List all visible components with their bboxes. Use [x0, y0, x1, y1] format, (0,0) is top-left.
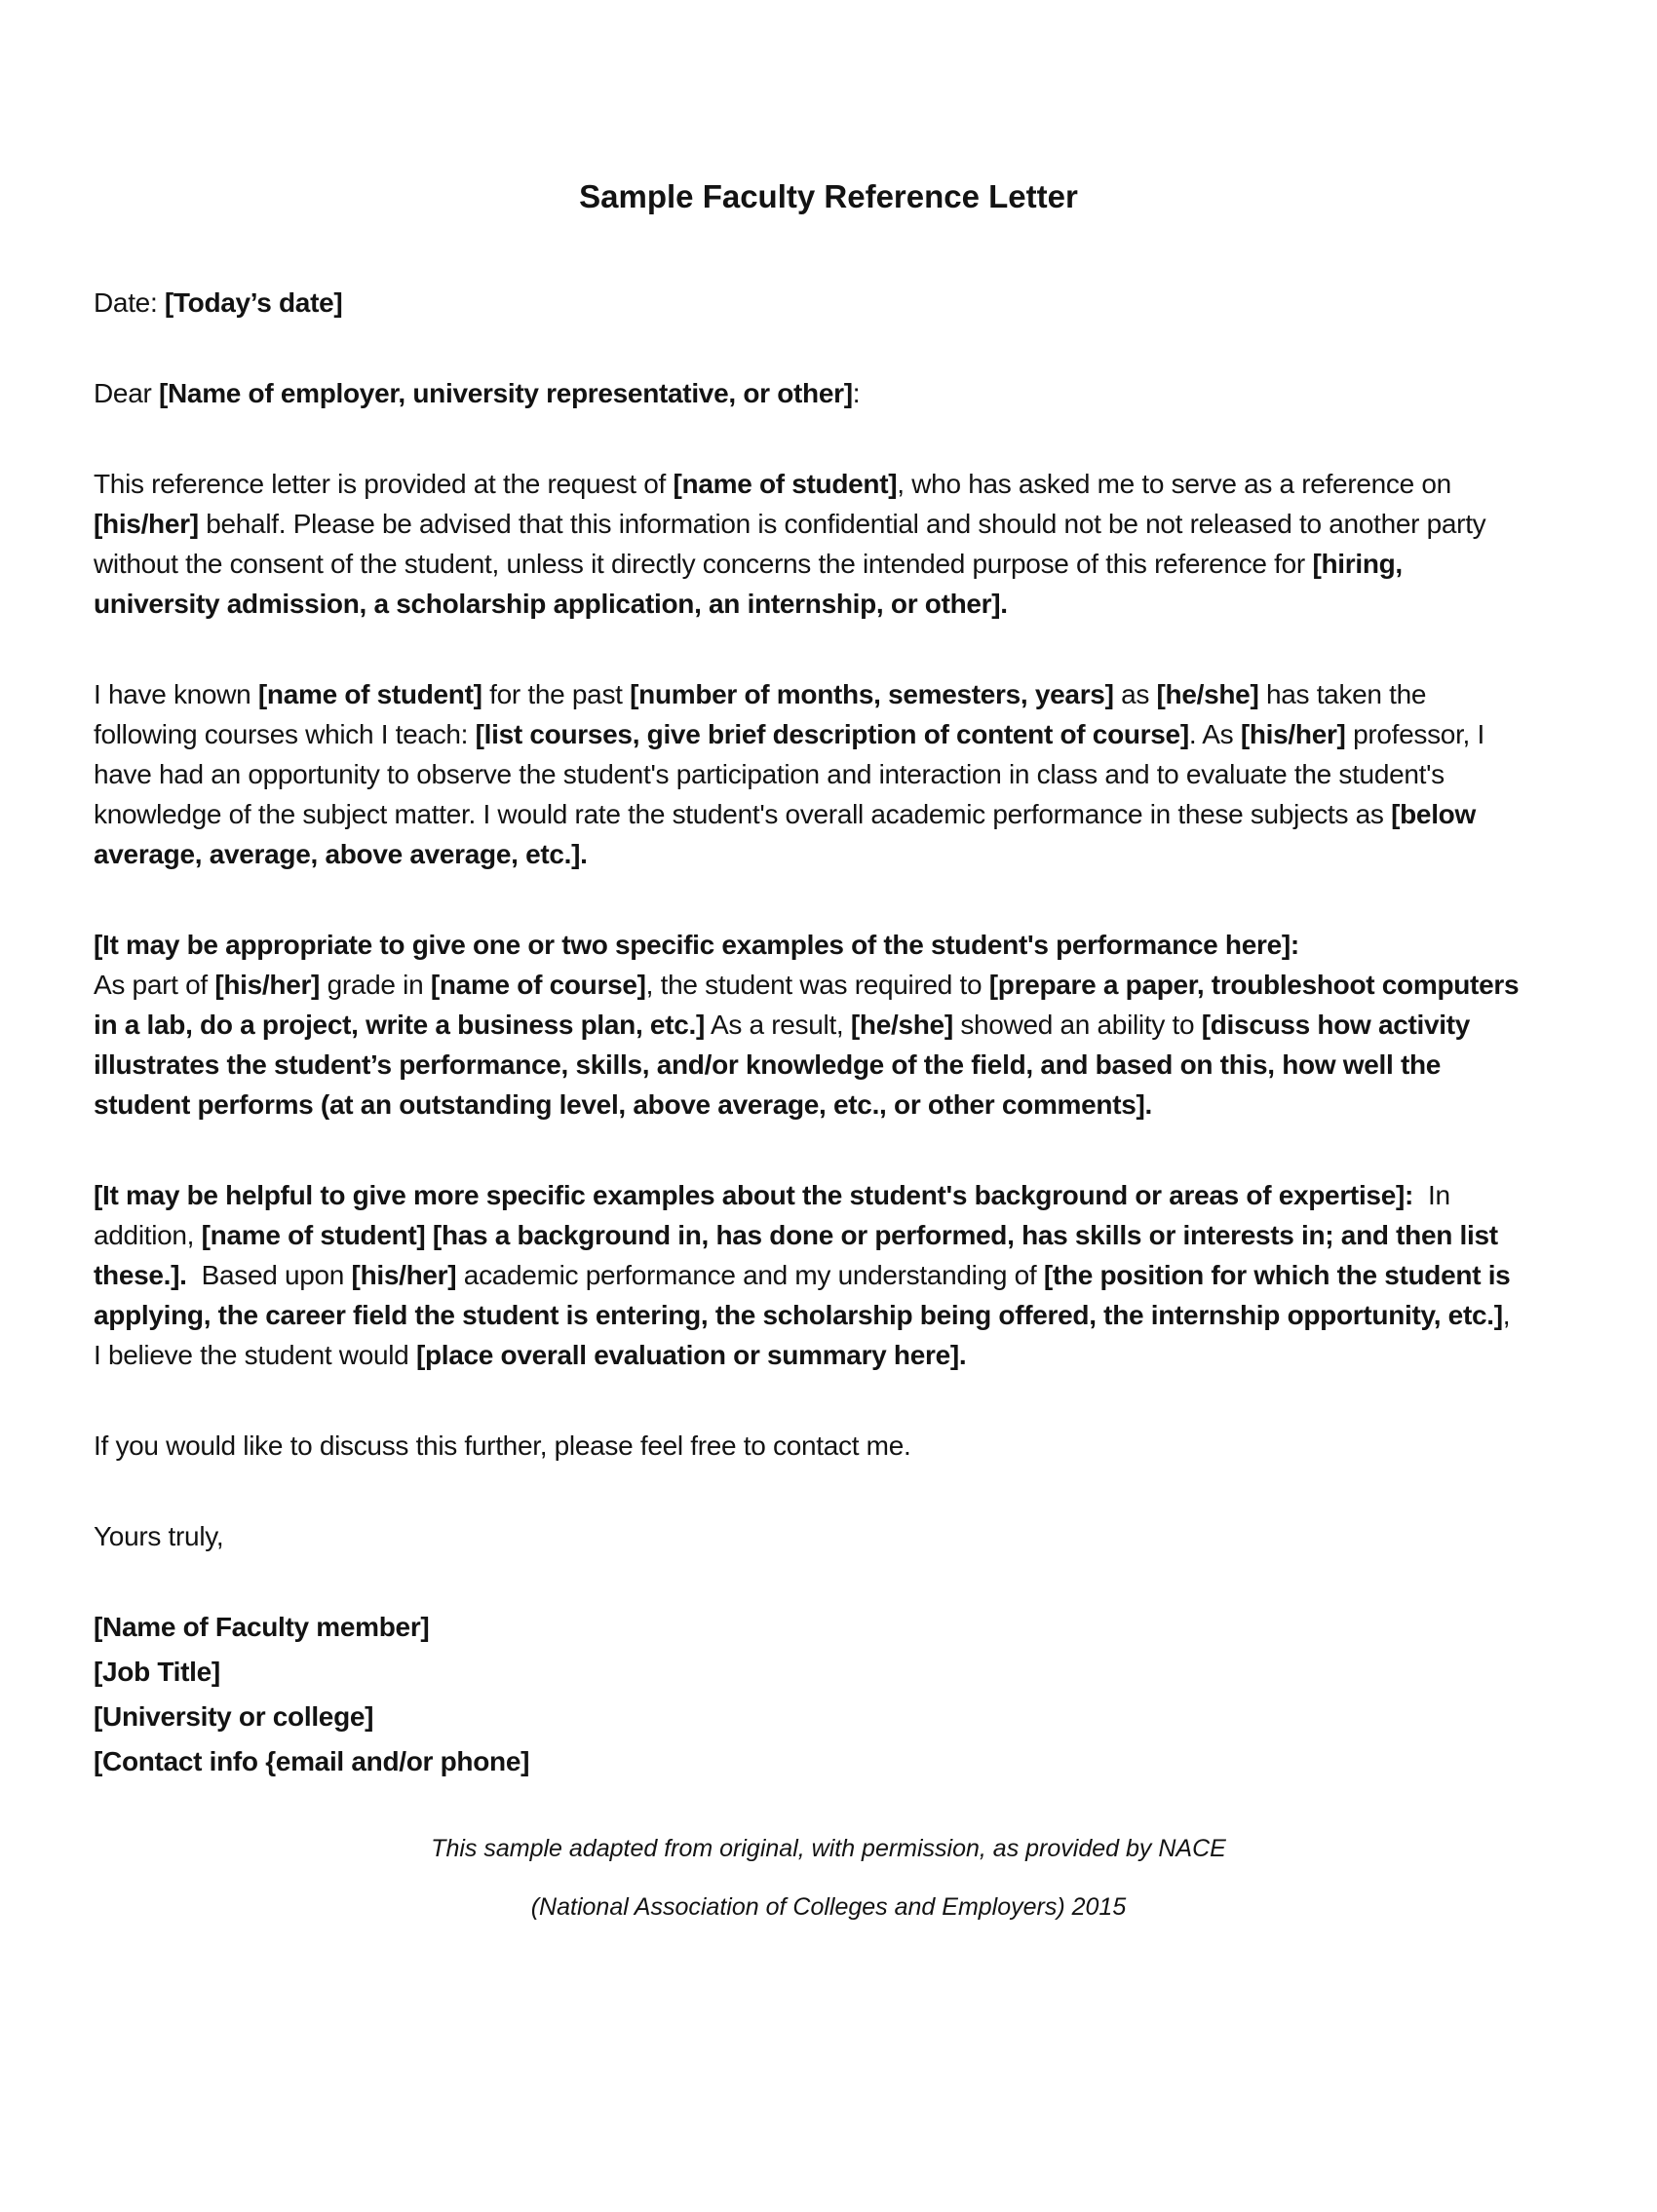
signature-job-title: [Job Title] — [94, 1657, 220, 1687]
letter-footer — [0, 1832, 1657, 1925]
date-line: Date: [Today’s date] — [94, 287, 343, 318]
document-title: Sample Faculty Reference Letter — [579, 178, 1078, 214]
letter-body — [0, 283, 1657, 1781]
paragraph-background-expertise: [It may be helpful to give more specific examples about the student's background or areas of expertise]: In addition, [name of student] [has a background in, has done or performed, has skills or interests in; and then list these.]. Based upon [his/her] academic performance and my understanding of [the position for which the student is applying, the career field the student is entering, the scholarship being offered, the internship opportunity, etc.], I believe the student would [place overall evaluation or summary here]. — [94, 1180, 1518, 1370]
paragraph-contact-invitation: If you would like to discuss this further, please feel free to contact me. — [94, 1430, 911, 1461]
signature-name: [Name of Faculty member] — [94, 1612, 430, 1642]
closing-line: Yours truly, — [94, 1521, 224, 1551]
footer-organization-line: (National Association of Colleges and Employers) 2015 — [530, 1893, 1127, 1921]
salutation-line: Dear [Name of employer, university representative, or other]: — [94, 378, 861, 408]
signature-university: [University or college] — [94, 1701, 374, 1732]
paragraph-confidentiality: This reference letter is provided at the request of [name of student], who has asked me to serve as a reference on [his/her] behalf. Please be advised that this information is confidential and should not be not released to another party without the consent of the student, unless it directly concerns the intended purpose of this reference for [hiring, university admission, a scholarship application, an internship, or other]. — [94, 469, 1493, 619]
paragraph-academic-performance: I have known [name of student] for the past [number of months, semesters, years] as [he/she] has taken the following courses which I teach: [list courses, give brief description of content of course]. As [his/her] professor, I have had an opportunity to observe the student's participation and interaction in class and to evaluate the student's knowledge of the subject matter. I would rate the student's overall academic performance in these subjects as [below average, average, above average, etc.]. — [94, 679, 1492, 869]
signature-contact-info: [Contact info {email and/or phone] — [94, 1746, 530, 1776]
paragraph-specific-examples: [It may be appropriate to give one or two specific examples of the student's performance here]: As part of [his/her] grade in [name of course], the student was required to [prepare a paper, troubleshoot computers in a lab, do a project, write a business plan, etc.] As a result, [he/she] showed an ability to [discuss how activity illustrates the student’s performance, skills, and/or knowledge of the field, and based on this, how well the student performs (at an outstanding level, above average, etc., or other comments]. — [94, 930, 1526, 1120]
footer-attribution-line: This sample adapted from original, with permission, as provided by NACE — [431, 1835, 1226, 1862]
